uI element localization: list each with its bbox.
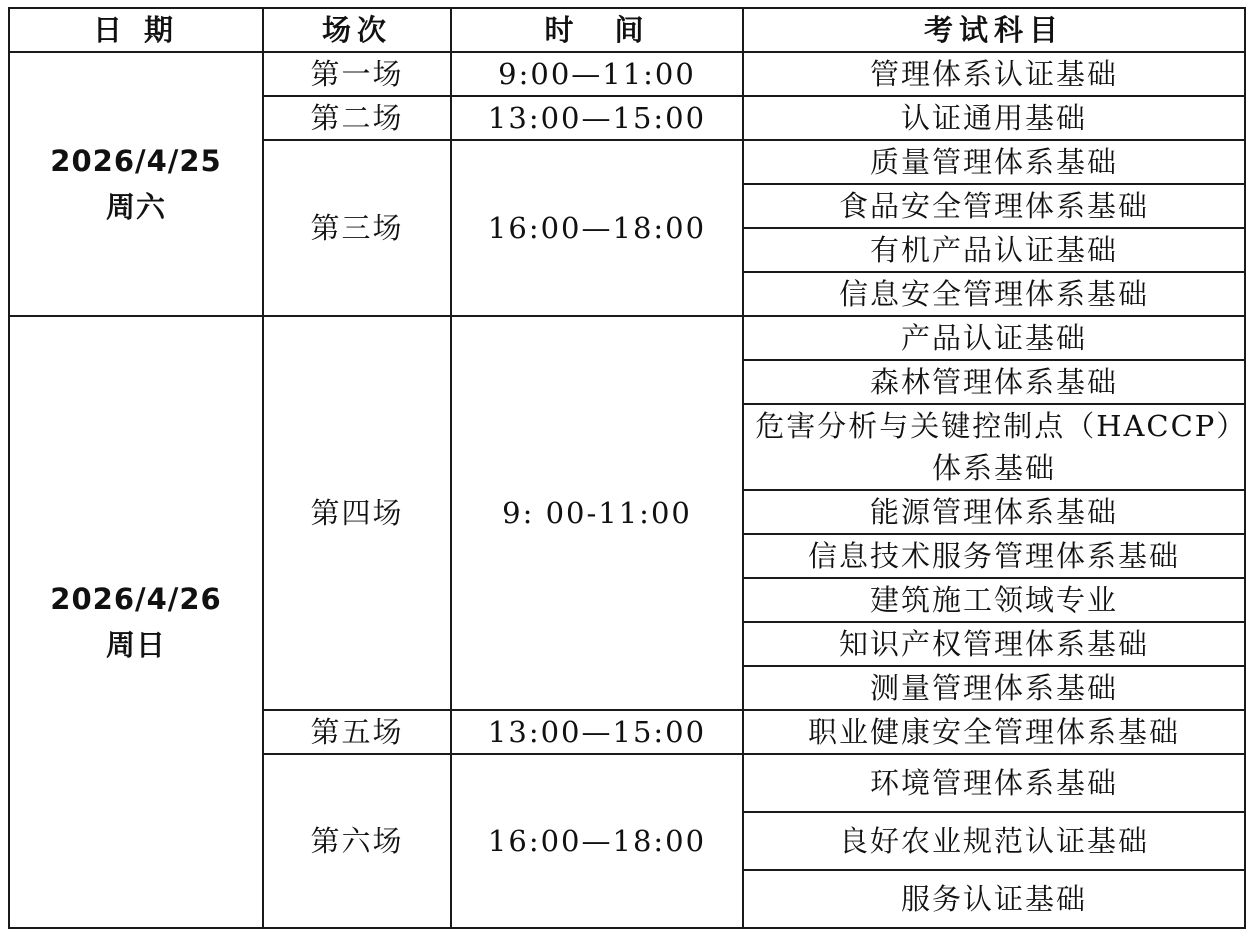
- table-row: [9, 316, 1245, 360]
- subject-cell: 测量管理体系基础: [743, 666, 1245, 710]
- subject-cell: 信息安全管理体系基础: [743, 272, 1245, 316]
- date-text: 2026/4/26: [50, 582, 222, 616]
- table-row: [9, 52, 1245, 96]
- header-session: 场次: [263, 8, 451, 52]
- time-cell: 9: 00-11:00: [451, 316, 743, 710]
- time-cell: 13:00—15:00: [451, 96, 743, 140]
- subject-cell: 管理体系认证基础: [743, 52, 1245, 96]
- session-cell: 第六场: [263, 754, 451, 928]
- subject-cell: 知识产权管理体系基础: [743, 622, 1245, 666]
- time-cell: 16:00—18:00: [451, 754, 743, 928]
- time-cell: 13:00—15:00: [451, 710, 743, 754]
- header-date: 日 期: [9, 8, 263, 52]
- subject-cell: 服务认证基础: [743, 870, 1245, 928]
- subject-cell: 食品安全管理体系基础: [743, 184, 1245, 228]
- time-cell: 16:00—18:00: [451, 140, 743, 316]
- subject-cell: 危害分析与关键控制点（HACCP）体系基础: [743, 404, 1245, 490]
- weekday-text: 周日: [105, 628, 166, 662]
- subject-cell: 建筑施工领域专业: [743, 578, 1245, 622]
- date-cell: [9, 52, 263, 316]
- subject-cell: 有机产品认证基础: [743, 228, 1245, 272]
- subject-cell: 环境管理体系基础: [743, 754, 1245, 812]
- subject-cell: 职业健康安全管理体系基础: [743, 710, 1245, 754]
- session-cell: 第三场: [263, 140, 451, 316]
- subject-cell: 认证通用基础: [743, 96, 1245, 140]
- session-cell: 第二场: [263, 96, 451, 140]
- weekday-text: 周六: [105, 190, 166, 224]
- time-cell: 9:00—11:00: [451, 52, 743, 96]
- session-cell: 第四场: [263, 316, 451, 710]
- header-row: [9, 8, 1245, 52]
- subject-cell: 产品认证基础: [743, 316, 1245, 360]
- subject-cell: 质量管理体系基础: [743, 140, 1245, 184]
- date-text: 2026/4/25: [50, 144, 222, 178]
- exam-schedule-table: [8, 7, 1246, 929]
- subject-cell: 良好农业规范认证基础: [743, 812, 1245, 870]
- date-cell: [9, 316, 263, 928]
- session-cell: 第五场: [263, 710, 451, 754]
- subject-cell: 信息技术服务管理体系基础: [743, 534, 1245, 578]
- header-time: 时 间: [451, 8, 743, 52]
- subject-cell: 森林管理体系基础: [743, 360, 1245, 404]
- session-cell: 第一场: [263, 52, 451, 96]
- subject-cell: 能源管理体系基础: [743, 490, 1245, 534]
- header-subject: 考试科目: [743, 8, 1245, 52]
